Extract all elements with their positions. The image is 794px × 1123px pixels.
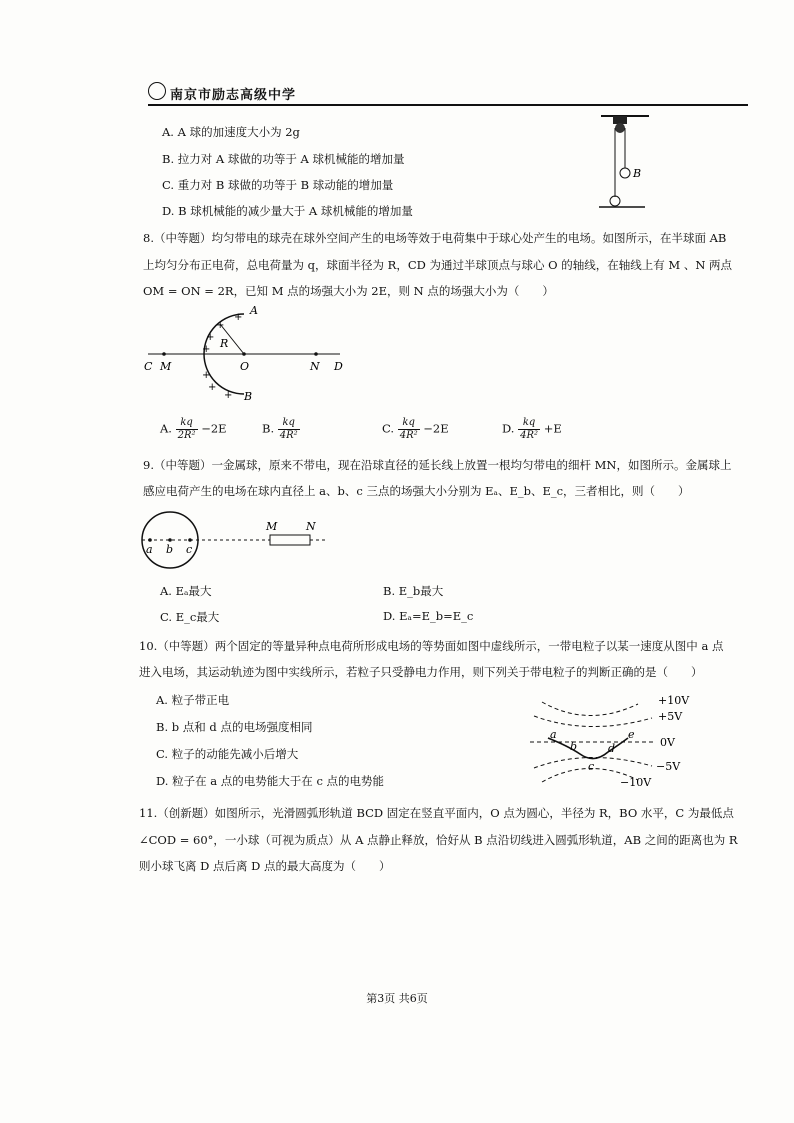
point-a xyxy=(148,538,152,542)
q8-option-d-tail: +E xyxy=(543,421,562,436)
plus-5: + xyxy=(202,370,211,381)
q11-line-2: ∠COD = 60°，一小球（可视为质点）从 A 点静止释放，恰好从 B 点沿切线进入圆弧形轨道，AB 之间的距离也为 R xyxy=(139,833,738,847)
q7-option-c: C. 重力对 B 球做的功等于 B 球动能的增加量 xyxy=(162,178,394,192)
q8-option-a-tail: −2E xyxy=(201,421,227,436)
q8-option-c-label: C. xyxy=(382,421,395,436)
q8-hemisphere-figure xyxy=(140,300,360,410)
label-m: M xyxy=(160,360,172,373)
q10-option-a: A. 粒子带正电 xyxy=(156,693,230,707)
label-c: C xyxy=(144,360,153,373)
ball-a xyxy=(610,196,620,206)
q10-line-2: 进入电场，其运动轨迹为图中实线所示，若粒子只受静电力作用，则下列关于带电粒子的判断正确的是（ ） xyxy=(139,665,703,679)
point-b xyxy=(168,538,172,542)
q9-metal-sphere-figure xyxy=(140,508,340,576)
label-d: D xyxy=(334,360,343,373)
q8-option-a-den: 2R² xyxy=(177,430,196,441)
label-o: O xyxy=(240,360,250,373)
label-a: a xyxy=(146,543,153,556)
label-b: B xyxy=(244,390,253,403)
plus-1: + xyxy=(234,312,243,323)
q9-option-d: D. Eₐ=E_b=E_c xyxy=(383,609,474,623)
q8-option-c-tail: −2E xyxy=(423,421,449,436)
q11-line-3: 则小球飞离 D 点后离 D 点的最大高度为（ ） xyxy=(139,859,391,873)
q9-option-b: B. E_b最大 xyxy=(383,584,444,598)
school-logo-icon xyxy=(148,82,166,100)
label-d: d xyxy=(608,742,616,755)
page-number: 第3页 共6页 xyxy=(366,992,428,1005)
rod-mn xyxy=(270,535,310,545)
q8-option-d-den: 4R² xyxy=(520,430,539,441)
equipotential-plus5 xyxy=(534,716,652,727)
point-n xyxy=(314,352,318,356)
label-r: R xyxy=(220,337,229,350)
q8-option-c-den: 4R² xyxy=(399,430,418,441)
label-n: N xyxy=(306,520,316,533)
q8-option-b-label: B. xyxy=(262,421,275,436)
label-minus10v: −10V xyxy=(620,776,652,789)
label-n: N xyxy=(310,360,320,373)
q8-option-d-fraction xyxy=(518,417,540,442)
q8-line-3: OM = ON = 2R，已知 M 点的场强大小为 2E，则 N 点的场强大小为（ ） xyxy=(143,284,554,298)
q10-option-b: B. b 点和 d 点的电场强度相同 xyxy=(156,720,313,734)
q7-option-b: B. 拉力对 A 球做的功等于 A 球机械能的增加量 xyxy=(162,152,405,166)
plus-4: + xyxy=(202,344,211,355)
q9-option-a: A. Eₐ最大 xyxy=(160,584,212,598)
q8-option-b xyxy=(262,417,300,442)
pulley-wheel xyxy=(615,123,625,133)
point-m xyxy=(162,352,166,356)
plus-3: + xyxy=(206,332,215,343)
q8-option-a xyxy=(160,417,227,442)
q8-option-d-num: kq xyxy=(518,417,540,430)
q10-equipotential-figure xyxy=(528,688,706,792)
point-c xyxy=(188,538,192,542)
q7-option-d: D. B 球机械能的减少量大于 A 球机械能的增加量 xyxy=(162,204,413,218)
q8-option-a-label: A. xyxy=(160,421,172,436)
q8-option-c-num: kq xyxy=(398,417,420,430)
label-0v: 0V xyxy=(660,736,675,749)
q8-line-2: 上均匀分布正电荷，总电荷量为 q，球面半径为 R，CD 为通过半球顶点与球心 O 的轴线，在轴线上有 M 、N 两点 xyxy=(143,258,733,272)
plus-6: + xyxy=(208,382,217,393)
q7-pulley-figure xyxy=(595,112,655,212)
label-plus10v: +10V xyxy=(658,694,690,707)
label-plus5v: +5V xyxy=(658,710,683,723)
particle-trajectory xyxy=(548,738,628,759)
equipotential-plus10 xyxy=(542,702,638,716)
q9-line-2: 感应电荷产生的电场在球内直径上 a、b、c 三点的场强大小分别为 Eₐ、E_b、E_c，三者相比，则（ ） xyxy=(143,484,690,498)
label-e: e xyxy=(628,728,635,741)
q8-option-d xyxy=(502,417,562,442)
q8-option-c-fraction xyxy=(398,417,420,442)
q8-option-b-den: 4R² xyxy=(279,430,298,441)
ball-b xyxy=(620,168,630,178)
label-a: a xyxy=(550,728,557,741)
ball-b-label: B xyxy=(633,167,642,180)
q9-line-1: 9.（中等题）一金属球，原来不带电，现在沿球直径的延长线上放置一根均匀带电的细杆 MN，如图所示。金属球上 xyxy=(143,458,732,472)
label-b: b xyxy=(570,740,578,753)
school-name: 南京市励志高级中学 xyxy=(170,88,297,103)
q8-option-b-num: kq xyxy=(278,417,300,430)
label-c: c xyxy=(186,543,193,556)
point-o xyxy=(242,352,246,356)
q8-option-c xyxy=(382,417,449,442)
q8-line-1: 8.（中等题）均匀带电的球壳在球外空间产生的电场等效于电荷集中于球心处产生的电场。如图所示，在半球面 AB xyxy=(143,231,727,245)
pulley-mount xyxy=(613,116,627,124)
label-m: M xyxy=(266,520,278,533)
q7-option-a: A. A 球的加速度大小为 2g xyxy=(162,125,300,139)
label-b: b xyxy=(166,543,174,556)
label-minus5v: −5V xyxy=(656,760,681,773)
q11-line-1: 11.（创新题）如图所示，光滑圆弧形轨道 BCD 固定在竖直平面内，O 点为圆心，半径为 R，BO 水平，C 为最低点 xyxy=(139,806,734,820)
label-c: c xyxy=(588,760,595,773)
q8-option-a-fraction xyxy=(176,417,198,442)
plus-7: + xyxy=(224,390,233,401)
label-a: A xyxy=(250,304,258,317)
q8-option-a-num: kq xyxy=(176,417,198,430)
q8-option-d-label: D. xyxy=(502,421,515,436)
q8-option-b-fraction xyxy=(278,417,300,442)
q10-line-1: 10.（中等题）两个固定的等量异种点电荷所形成电场的等势面如图中虚线所示，一带电粒子以某一速度从图中 a 点 xyxy=(139,639,724,653)
q9-option-c: C. E_c最大 xyxy=(160,610,220,624)
q10-option-c: C. 粒子的动能先减小后增大 xyxy=(156,747,299,761)
header-divider xyxy=(148,104,748,106)
plus-2: + xyxy=(216,320,225,331)
q10-option-d: D. 粒子在 a 点的电势能大于在 c 点的电势能 xyxy=(156,774,385,788)
